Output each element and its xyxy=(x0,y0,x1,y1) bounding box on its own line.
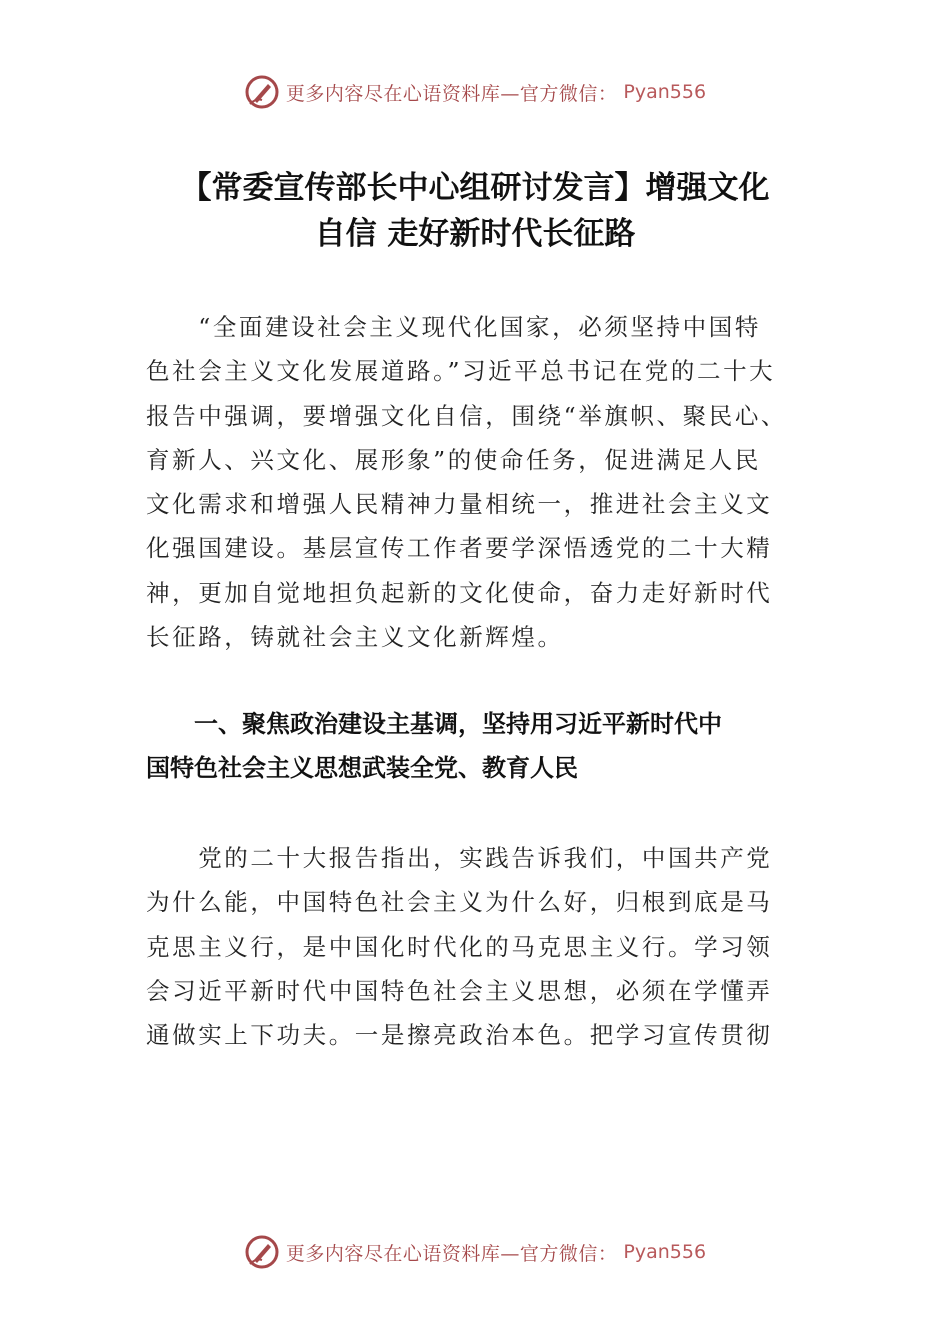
footer-watermark-text: 更多内容尽在心语资料库—官方微信： xyxy=(285,1242,618,1265)
document-title xyxy=(140,165,810,257)
footer-watermark-banner xyxy=(0,1232,950,1272)
paragraph-line: 为什么能，中国特色社会主义为什么好，归根到底是马 xyxy=(146,888,773,917)
paragraph-line: 化强国建设。基层宣传工作者要学深悟透党的二十大精 xyxy=(146,534,773,563)
paragraph-line: 文化需求和增强人民精神力量相统一，推进社会主义文 xyxy=(146,490,773,519)
paragraph-line: 克思主义行，是中国化时代化的马克思主义行。学习领 xyxy=(146,932,773,961)
paragraph-line: 通做实上下功夫。一是擦亮政治本色。把学习宣传贯彻 xyxy=(146,1021,773,1050)
title-line-1: 【常委宣传部长中心组研讨发言】增强文化 xyxy=(180,170,770,206)
pen-logo-icon xyxy=(244,1234,280,1270)
header-watermark-id: Pyan556 xyxy=(623,81,707,103)
heading-line: 国特色社会主义思想武装全党、教育人民 xyxy=(146,754,578,782)
header-watermark-banner xyxy=(0,72,950,112)
section-heading-1 xyxy=(146,702,816,790)
section-1-paragraph xyxy=(146,836,806,1057)
paragraph-line: 育新人、兴文化、展形象”的使命任务，促进满足人民 xyxy=(146,445,761,474)
paragraph-line: 色社会主义文化发展道路。”习近平总书记在党的二十大 xyxy=(146,357,776,386)
paragraph-line: 会习近平新时代中国特色社会主义思想，必须在学懂弄 xyxy=(146,976,773,1005)
heading-line: 一、聚焦政治建设主基调，坚持用习近平新时代中 xyxy=(146,710,722,738)
paragraph-line: 报告中强调，要增强文化自信，围绕“举旗帜、聚民心、 xyxy=(146,401,788,430)
paragraph-line: 党的二十大报告指出，实践告诉我们，中国共产党 xyxy=(146,844,773,872)
paragraph-line: “全面建设社会主义现代化国家，必须坚持中国特 xyxy=(146,313,761,341)
intro-paragraph xyxy=(146,305,806,659)
paragraph-line: 神，更加自觉地担负起新的文化使命，奋力走好新时代 xyxy=(146,578,773,607)
pen-logo-icon xyxy=(244,74,280,110)
paragraph-line: 长征路，铸就社会主义文化新辉煌。 xyxy=(146,623,564,652)
header-watermark-text: 更多内容尽在心语资料库—官方微信： xyxy=(285,82,618,105)
footer-watermark-id: Pyan556 xyxy=(623,1241,707,1263)
title-line-2: 自信 走好新时代长征路 xyxy=(314,216,636,252)
